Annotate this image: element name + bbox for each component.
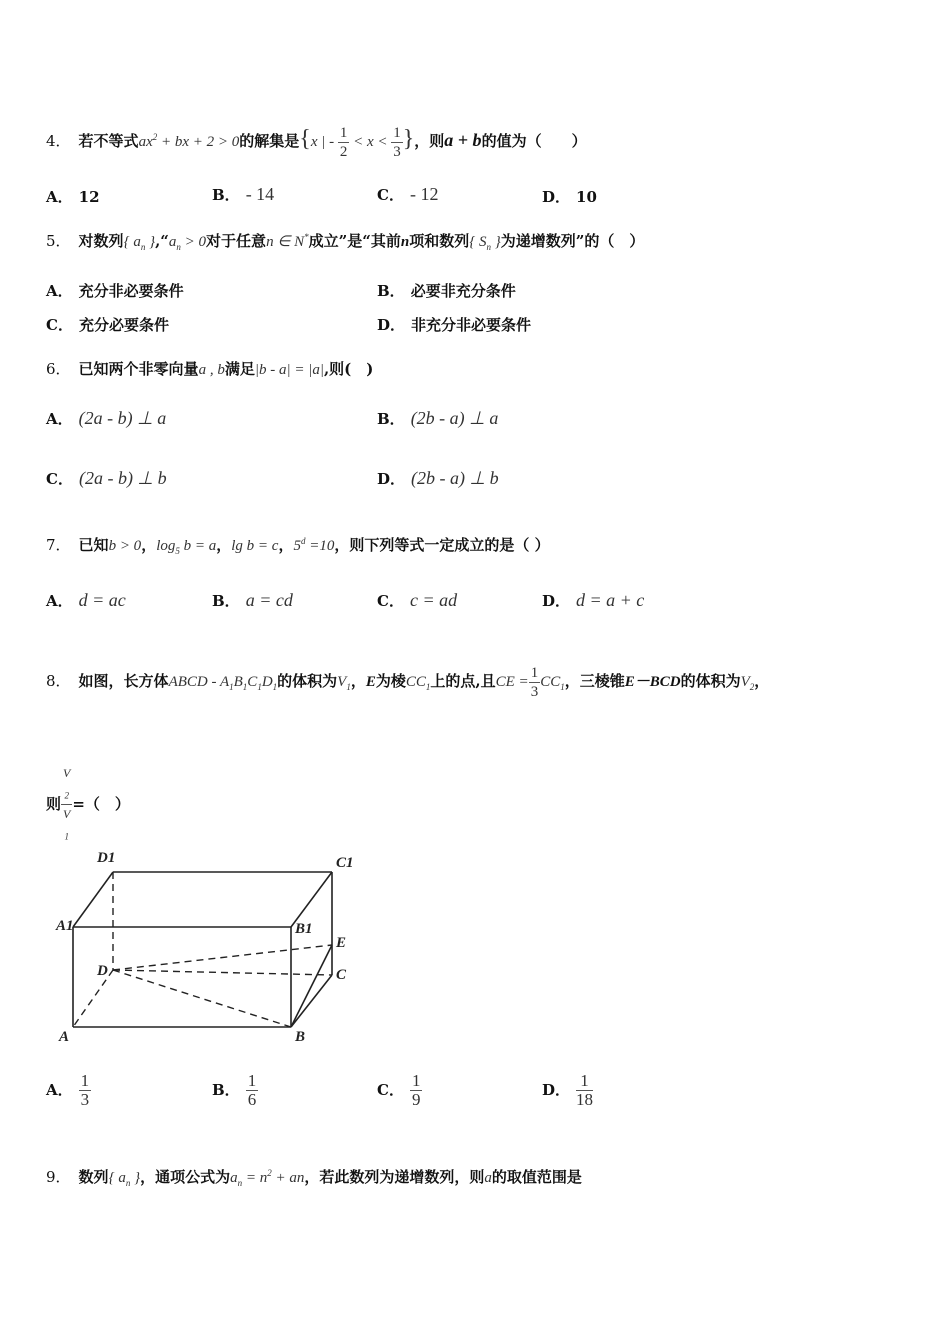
question-number: 4．	[46, 131, 71, 150]
label-a: A	[59, 1029, 70, 1045]
question-6: 6． 已知两个非零向量a , b满足|b - a| = |a|,则( )	[46, 360, 374, 378]
q6-option-c[interactable]: C． (2a - b) ⊥ b	[46, 468, 167, 488]
label-d1: D1	[97, 850, 116, 866]
label-b1: B1	[295, 921, 313, 937]
question-9: 9． 数列{ $a_n$ }，通项公式为$a_n = n^2$ + an，若此数列为递增数列，则a的取值范围是	[46, 1168, 582, 1188]
label-b: B	[295, 1029, 306, 1045]
q4-option-d[interactable]: D． 10	[542, 188, 597, 206]
q8-option-a[interactable]: A． $\frac{1}{3}$	[46, 1071, 90, 1109]
sequence: { $a_n$ }	[108, 1170, 141, 1188]
edge-bc	[291, 975, 332, 1027]
q5-option-b[interactable]: B． 必要非充分条件	[377, 282, 516, 300]
label-c: C	[336, 967, 347, 983]
q5-option-d[interactable]: D． 非充分非必要条件	[377, 316, 532, 334]
sequence-s: { $S_n$ }	[469, 234, 501, 252]
edge-dc	[113, 970, 332, 975]
vector-condition: |b - a| = |a|	[254, 362, 324, 378]
question-8-ratio: 则 V $_2$ V $_1$ =（ ）	[46, 764, 130, 846]
question-5: 5． 对数列{ $a_n$ }$,“a_n > 0$对于任意n ∈ N*成立”是“其前n项和数列{ $S_n$ }为递增数列”的（ ）	[46, 232, 645, 252]
q4-option-b[interactable]: B． - 14	[212, 184, 275, 204]
q8-option-b[interactable]: B． $\frac{1}{6}$	[212, 1071, 257, 1109]
log-condition: $\log_5 b = a$	[156, 538, 217, 556]
edge-b1c1	[291, 872, 332, 927]
q6-option-a[interactable]: A． (2a - b) ⊥ a	[46, 408, 167, 428]
q4-option-a[interactable]: A． 12	[46, 188, 100, 206]
a-plus-b: a + b	[444, 129, 482, 150]
q7-option-d[interactable]: D． d = a + c	[542, 590, 645, 610]
ce-relation: CE = $\frac{1}{3}$ $CC_1$	[495, 665, 565, 700]
q6-option-b[interactable]: B． (2b - a) ⊥ a	[377, 408, 499, 428]
general-term: $a_n = n^2$ + an	[230, 1168, 305, 1188]
vectors: a , b	[198, 362, 225, 378]
question-7: 7． 已知b > 0，$\log_5 b = a$，lg b = c，5$^d$ =10，则下列等式一定成立的是（ ）	[46, 536, 550, 556]
q6-option-d[interactable]: D． (2b - a) ⊥ b	[377, 468, 499, 488]
volume-ratio: V $_2$ V $_1$	[63, 766, 71, 842]
edge-a1d1	[73, 872, 113, 927]
question-4: 4． 若不等式$ax^2$ + bx + 2 > 0的解集是{x | - $\frac{1}{2}$ < x < $\frac{1}{3}$ }，则a + b的值为（ ）	[46, 125, 587, 160]
solution-set: {x | - $\frac{1}{2}$ < x < $\frac{1}{3}$ }	[299, 125, 415, 160]
q5-option-a[interactable]: A． 充分非必要条件	[46, 282, 184, 300]
label-a1: A1	[56, 918, 74, 934]
label-d: D	[97, 963, 108, 979]
edge-de	[113, 945, 332, 970]
q8-option-d[interactable]: D． $\frac{1}{18}$	[542, 1071, 594, 1109]
q7-option-a[interactable]: A． d = ac	[46, 590, 126, 610]
n-in-naturals: n ∈ N*	[266, 232, 309, 250]
question-8: 8． 如图，长方体ABCD - $A_1B_1C_1D_1$的体积为$V_1$，E为棱$CC_1$上的点,且CE = $\frac{1}{3}$ $CC_1$，三棱锥E－BCD的体积为$V_2$，	[46, 665, 770, 700]
q7-option-b[interactable]: B． a = cd	[212, 590, 293, 610]
cuboid-name: ABCD - $A_1B_1C_1D_1$	[168, 673, 278, 692]
power-condition: 5$^d$ =10	[293, 536, 335, 554]
sequence-a: { $a_n$ }	[123, 234, 156, 252]
edge-db	[113, 970, 291, 1027]
label-c1: C1	[336, 855, 354, 871]
q7-option-c[interactable]: C． c = ad	[377, 590, 458, 610]
q5-option-c[interactable]: C． 充分必要条件	[46, 316, 169, 334]
inequality: $ax^2$ + bx + 2 > 0	[138, 131, 240, 150]
cuboid-figure	[55, 845, 365, 1045]
q4-option-c[interactable]: C． - 12	[377, 184, 439, 204]
q8-option-c[interactable]: C． $\frac{1}{9}$	[377, 1071, 421, 1109]
label-e: E	[336, 935, 347, 951]
edge-be	[291, 945, 332, 1027]
condition: $a_n > 0$	[168, 234, 207, 252]
